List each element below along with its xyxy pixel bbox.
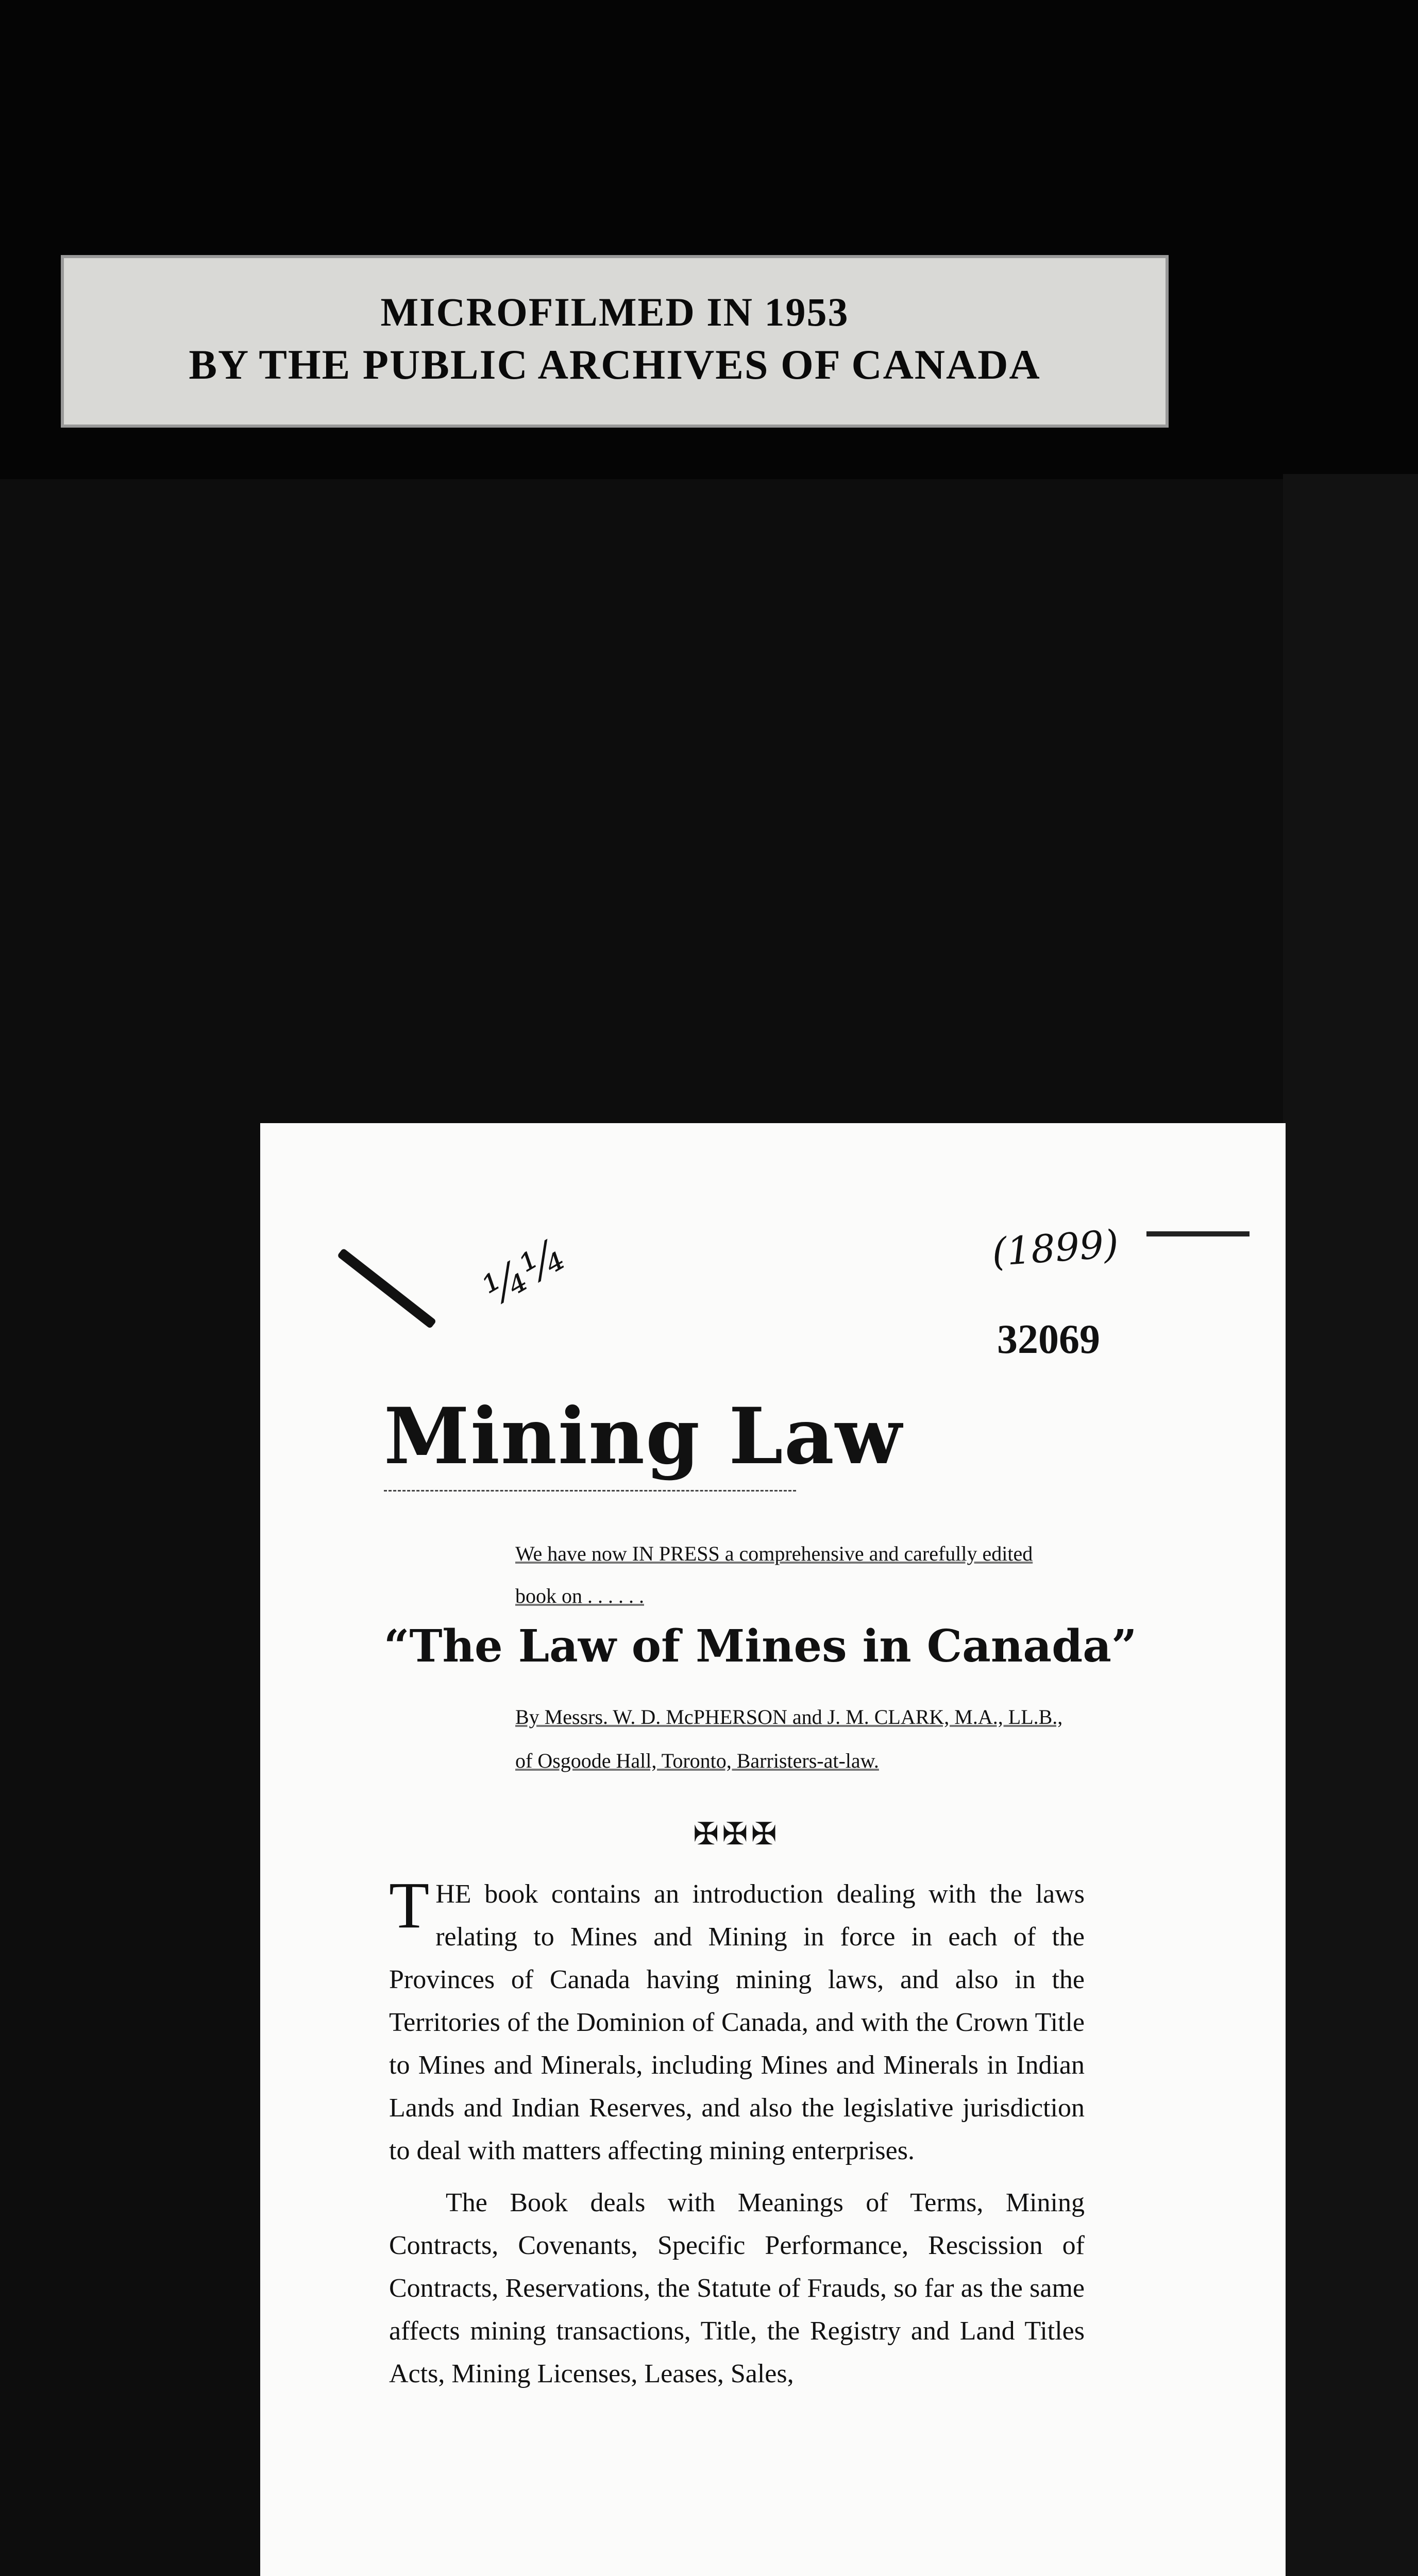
archive-label (61, 255, 1169, 428)
handwritten-stroke (337, 1248, 437, 1329)
ornament-icon: ✠✠✠ (693, 1817, 780, 1851)
body-text (389, 1869, 1085, 2404)
accession-number: 32069 (997, 1317, 1100, 1362)
handwritten-date: (1899) (990, 1222, 1120, 1275)
film-edge (1283, 474, 1418, 2576)
drop-cap: T (389, 1869, 430, 1942)
handwritten-note-left: ¼¼ (475, 1229, 575, 1316)
authors-text: By Messrs. W. D. McPHERSON and J. M. CLARK, M.A., LL.B., of Osgoode Hall, Toronto, Barristers-at-law. (515, 1705, 1063, 1772)
paragraph-1 (389, 1869, 1085, 2172)
book-title: “The Law of Mines in Canada” (384, 1620, 1137, 1672)
paragraph-2: The Book deals with Meanings of Terms, Mining Contracts, Covenants, Specific Performance, Rescission of Contracts, Reservations, the Statute of Frauds, so far as the same affects mining transactions, Title, the Registry and Land Titles Acts, Mining Licenses, Leases, Sales, (389, 2188, 1085, 2388)
document-page (260, 1123, 1286, 2576)
intro-text: We have now IN PRESS a comprehensive and carefully edited book on . . . . . . (515, 1542, 1033, 1607)
paragraph-1-text: HE book contains an introduction dealing with the laws relating to Mines and Mining in force in each of the Provinces of Canada having mining laws, and also in the Territories of the Dominion of Canada, and with the Crown Title to Mines and Minerals, including Mines and Minerals in Indian Lands and Indian Reserves, and also the legislative jurisdiction to deal with matters affecting mining enterprises. (389, 1879, 1085, 2165)
page-title: Mining Law (384, 1391, 903, 1482)
archive-label-line2: BY THE PUBLIC ARCHIVES OF CANADA (189, 341, 1041, 388)
title-underline (384, 1490, 796, 1495)
handwritten-dash (1146, 1231, 1250, 1236)
archive-label-line1: MICROFILMED IN 1953 (380, 290, 849, 334)
